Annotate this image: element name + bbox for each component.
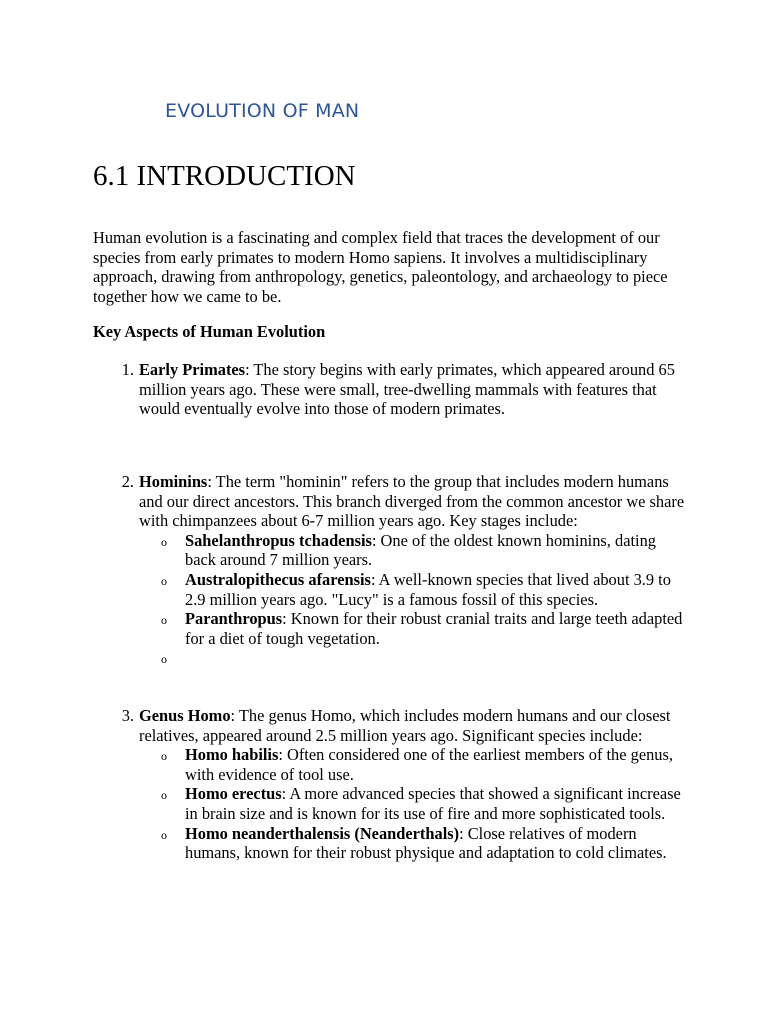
bullet-icon: o — [161, 534, 167, 549]
bullet-icon: o — [161, 573, 167, 588]
sub-item-text: : Often considered one of the earliest members of the genus, with evidence of tool use. — [185, 745, 673, 784]
section-title: 6.1 INTRODUCTION — [93, 160, 356, 192]
sub-item-term: Australopithecus afarensis — [185, 569, 371, 589]
sub-item-term: Sahelanthropus tchadensis — [185, 530, 372, 550]
bullet-icon: o — [161, 788, 167, 803]
bullet-icon: o — [161, 613, 167, 628]
sub-item-homo-habilis — [161, 745, 685, 784]
list-item-text: : The story begins with early primates, which appeared around 65 million years ago. These were small, tree-dwelling mammals with features that would eventually evolve into those of modern primates. — [139, 360, 675, 419]
sub-item-empty — [161, 648, 685, 668]
bullet-icon: o — [161, 749, 167, 764]
sub-item-homo-neanderthalensis — [161, 823, 685, 863]
list-item-genus-homo — [121, 706, 694, 863]
sub-item-text: : A well-known species that lived about 3.9 to 2.9 million years ago. "Lucy" is a famous fossil of this species. — [185, 569, 671, 609]
sub-item-term: Homo erectus — [185, 784, 282, 804]
list-item-text: : The genus Homo, which includes modern humans and our closest relatives, appeared around 2.5 million years ago. Significant species include: — [139, 706, 671, 745]
list-item-number: 3. — [121, 706, 134, 725]
key-aspects-heading: Key Aspects of Human Evolution — [93, 322, 326, 341]
sub-item-term: Paranthropus — [185, 609, 283, 629]
sub-item-text: : A more advanced species that showed a significant increase in brain size and is known for its use of fire and more sophisticated tools. — [185, 784, 681, 823]
list-item-hominins — [121, 472, 694, 668]
sub-item-sahelanthropus — [161, 530, 685, 570]
list-item-number: 2. — [121, 472, 134, 491]
list-item-number: 1. — [121, 360, 134, 379]
sub-item-term: Homo neanderthalensis (Neanderthals) — [185, 823, 460, 843]
list-item-early-primates — [121, 360, 694, 419]
sub-item-paranthropus — [161, 609, 685, 648]
list-item-term: Early Primates — [139, 360, 246, 379]
sub-item-text: : Close relatives of modern humans, known for their robust physique and adaptation to cold climates. — [185, 823, 667, 863]
sub-item-homo-erectus — [161, 784, 685, 823]
sub-item-australopithecus — [161, 569, 685, 609]
sub-item-term: Homo habilis — [185, 745, 279, 765]
bullet-icon: o — [161, 652, 167, 667]
bullet-icon: o — [161, 827, 167, 842]
document-header: EVOLUTION OF MAN — [165, 100, 360, 122]
sub-item-text: : Known for their robust cranial traits and large teeth adapted for a diet of tough vegetation. — [185, 609, 683, 648]
list-item-term: Genus Homo — [139, 706, 231, 725]
intro-paragraph: Human evolution is a fascinating and complex field that traces the development of our species from early primates to modern Homo sapiens. It involves a multidisciplinary approach, drawing from anthropology, genetics, paleontology, and archaeology to piece together how we came to be. — [93, 228, 668, 306]
sub-item-text: : One of the oldest known hominins, dating back around 7 million years. — [185, 530, 656, 570]
list-item-text: : The term "hominin" refers to the group that includes modern humans and our direct ancestors. This branch diverged from the common ancestor we share with chimpanzees about 6-7 million years ago. Key stages include: — [139, 472, 685, 531]
list-item-term: Hominins — [139, 472, 208, 491]
